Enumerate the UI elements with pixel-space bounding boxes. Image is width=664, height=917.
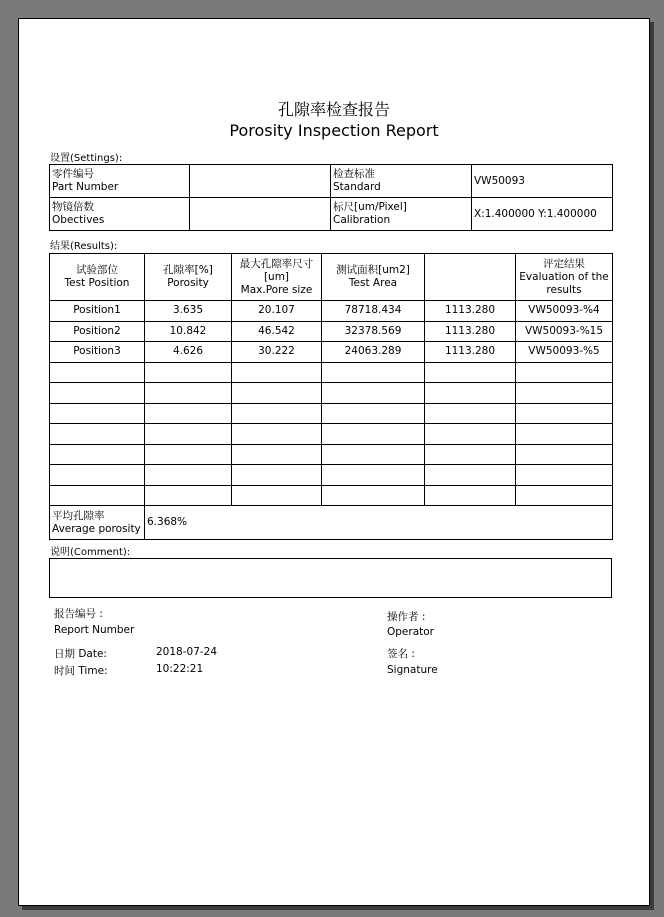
table-cell	[50, 465, 145, 486]
header-test-area	[322, 254, 425, 301]
header-test-position-en: Test Position	[64, 277, 130, 289]
table-cell: VW50093-%15	[516, 321, 613, 342]
table-cell	[516, 362, 613, 383]
comment-box	[49, 558, 612, 598]
table-cell	[50, 485, 145, 506]
settings-section-label: 设置(Settings):	[50, 153, 123, 164]
operator-label-cn: 操作者 :	[387, 611, 426, 623]
calibration-label	[331, 198, 472, 231]
part-number-label	[50, 165, 190, 198]
results-table	[49, 253, 613, 540]
header-test-area-en: Test Area	[348, 277, 398, 289]
header-test-position	[50, 254, 145, 301]
report-number-label-cn: 报告编号 :	[54, 608, 103, 620]
table-cell: 46.542	[232, 321, 322, 342]
table-cell: 24063.289	[322, 342, 425, 363]
table-cell: 1113.280	[425, 321, 516, 342]
average-porosity-label	[50, 506, 145, 540]
calibration-value: X:1.400000 Y:1.400000	[472, 198, 613, 231]
settings-table	[49, 164, 613, 231]
table-cell	[145, 424, 232, 445]
table-row	[50, 321, 613, 342]
report-number-label-en: Report Number	[54, 624, 135, 636]
table-cell	[425, 424, 516, 445]
table-cell	[50, 403, 145, 424]
table-row-empty	[50, 362, 613, 383]
part-number-label-cn: 零件编号	[52, 168, 94, 180]
table-cell: 4.626	[145, 342, 232, 363]
table-row-empty	[50, 403, 613, 424]
header-max-pore-cn: 最大孔隙率尺寸	[239, 257, 314, 270]
average-porosity-value: 6.368%	[145, 506, 613, 540]
table-cell	[322, 485, 425, 506]
table-cell	[322, 362, 425, 383]
table-cell: 3.635	[145, 301, 232, 322]
table-cell	[516, 485, 613, 506]
table-row-empty	[50, 465, 613, 486]
table-cell	[232, 465, 322, 486]
date-label: 日期 Date:	[54, 648, 107, 660]
table-cell	[50, 383, 145, 404]
table-cell	[232, 403, 322, 424]
signature-label-en: Signature	[387, 664, 438, 676]
header-porosity-en: Porosity	[167, 277, 209, 289]
header-test-area-cn: 测试面积[um2]	[336, 264, 410, 276]
table-cell	[145, 383, 232, 404]
table-row-empty	[50, 444, 613, 465]
header-max-pore-en: Max.Pore size	[240, 283, 313, 296]
standard-label-cn: 检查标准	[333, 168, 375, 180]
standard-label-en: Standard	[333, 181, 381, 193]
table-cell	[322, 465, 425, 486]
comment-section-label: 说明(Comment):	[50, 547, 131, 558]
standard-label	[331, 165, 472, 198]
time-value: 10:22:21	[156, 663, 204, 675]
table-cell	[322, 383, 425, 404]
objectives-label-cn: 物镜倍数	[52, 201, 94, 213]
header-evaluation-en-1: Evaluation of the	[519, 270, 609, 283]
report-title-cn: 孔隙率检查报告	[277, 100, 390, 119]
header-porosity	[145, 254, 232, 301]
table-cell	[145, 465, 232, 486]
table-cell	[322, 424, 425, 445]
table-cell: Position2	[50, 321, 145, 342]
table-cell: VW50093-%4	[516, 301, 613, 322]
table-cell: 1113.280	[425, 301, 516, 322]
table-cell	[425, 444, 516, 465]
table-cell	[516, 424, 613, 445]
table-cell: 10.842	[145, 321, 232, 342]
header-evaluation	[516, 254, 613, 301]
table-cell	[50, 362, 145, 383]
table-cell	[516, 444, 613, 465]
table-cell	[232, 444, 322, 465]
average-label-en: Average porosity	[52, 522, 141, 535]
table-cell: VW50093-%5	[516, 342, 613, 363]
table-row-empty	[50, 485, 613, 506]
table-cell: Position1	[50, 301, 145, 322]
header-porosity-cn: 孔隙率[%]	[163, 264, 213, 276]
table-cell	[425, 403, 516, 424]
table-cell	[50, 424, 145, 445]
header-max-pore-unit: [um]	[263, 270, 290, 283]
table-cell: 32378.569	[322, 321, 425, 342]
table-cell	[232, 383, 322, 404]
objectives-label-en: Obectives	[52, 214, 105, 226]
report-page	[18, 18, 650, 906]
table-cell: 78718.434	[322, 301, 425, 322]
table-cell	[425, 465, 516, 486]
average-label-cn: 平均孔隙率	[52, 509, 105, 522]
header-evaluation-en-2: results	[546, 283, 582, 296]
date-value: 2018-07-24	[156, 646, 218, 658]
header-blank	[425, 254, 516, 301]
table-cell	[232, 424, 322, 445]
table-cell	[145, 444, 232, 465]
objectives-label	[50, 198, 190, 231]
signature-label-cn: 签名 :	[387, 648, 415, 660]
table-cell	[145, 485, 232, 506]
table-cell: Position3	[50, 342, 145, 363]
table-cell	[516, 383, 613, 404]
table-cell	[425, 383, 516, 404]
table-cell	[322, 444, 425, 465]
header-max-pore-size	[232, 254, 322, 301]
table-cell: 1113.280	[425, 342, 516, 363]
table-cell: 30.222	[232, 342, 322, 363]
table-cell	[145, 403, 232, 424]
average-row	[50, 506, 613, 540]
table-cell	[50, 444, 145, 465]
standard-value: VW50093	[472, 165, 613, 198]
table-row-empty	[50, 424, 613, 445]
calibration-label-cn: 标尺[um/Pixel]	[333, 201, 407, 213]
header-evaluation-cn: 评定结果	[543, 257, 585, 270]
table-cell	[516, 465, 613, 486]
table-row	[50, 301, 613, 322]
table-cell	[516, 403, 613, 424]
table-cell	[145, 362, 232, 383]
table-row-empty	[50, 383, 613, 404]
table-cell	[232, 362, 322, 383]
table-cell	[425, 362, 516, 383]
time-label: 时间 Time:	[54, 665, 108, 677]
results-section-label: 结果(Results):	[50, 241, 118, 252]
operator-label-en: Operator	[387, 626, 434, 638]
objectives-value	[190, 198, 331, 231]
part-number-label-en: Part Number	[52, 181, 119, 193]
table-cell	[425, 485, 516, 506]
table-cell	[322, 403, 425, 424]
part-number-value	[190, 165, 331, 198]
header-test-position-cn: 试验部位	[76, 264, 118, 276]
table-cell: 20.107	[232, 301, 322, 322]
table-row	[50, 342, 613, 363]
results-header-row	[50, 254, 613, 301]
calibration-label-en: Calibration	[333, 214, 391, 226]
report-title-en: Porosity Inspection Report	[229, 121, 439, 140]
table-cell	[232, 485, 322, 506]
